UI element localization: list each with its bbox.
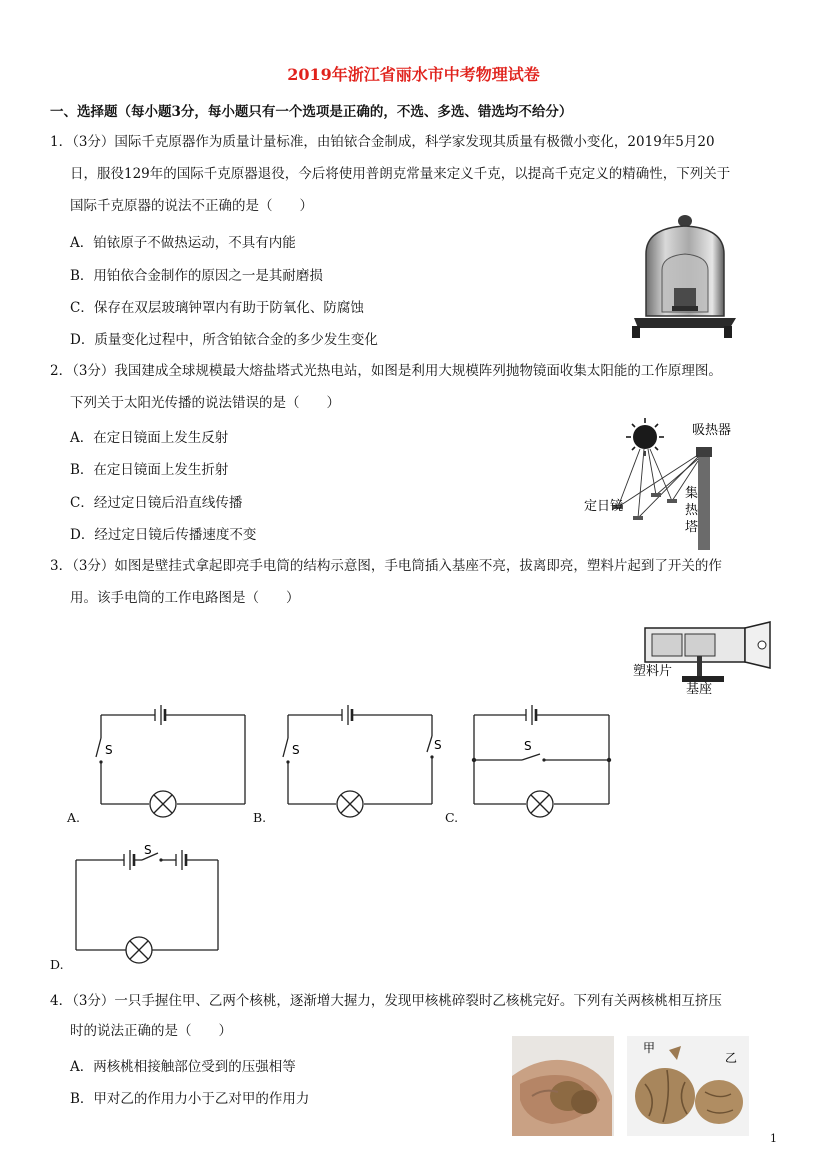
q4-option-b: B．甲对乙的作用力小于乙对甲的作用力 (70, 1091, 310, 1107)
circuit-c-label: C. (445, 810, 459, 825)
walnut-yi-label: 乙 (725, 1051, 738, 1065)
switch-label-right: S (434, 738, 442, 752)
circuit-a-diagram (85, 700, 255, 825)
collector-tower (698, 455, 710, 550)
circuit-d-diagram (60, 842, 235, 967)
q4-line-2: 时的说法正确的是（ ） (70, 1023, 232, 1039)
battery-icon (342, 705, 352, 725)
lamp-icon (337, 791, 363, 817)
section-heading: 一、选择题（每小题3分，每小题只有一个选项是正确的，不选、多选、错选均不给分） (50, 104, 573, 120)
two-walnuts-photo (627, 1036, 749, 1136)
circuit-b-diagram (270, 700, 450, 825)
q2-line-2: 下列关于太阳光传播的说法错误的是（ ） (70, 395, 340, 411)
battery-icon (155, 705, 165, 725)
switch-label: S (524, 739, 532, 753)
tower-label-3: 塔 (685, 520, 699, 535)
q1-option-c: C．保存在双层玻璃钟罩内有助于防氧化、防腐蚀 (70, 300, 364, 316)
plastic-label: 塑料片 (633, 664, 673, 679)
circuit-a-label: A. (67, 810, 81, 825)
circuit-c-diagram (460, 700, 620, 825)
page-title: 2019年浙江省丽水市中考物理试卷 (287, 65, 540, 84)
q1-line-2: 日，服役129年的国际千克原器退役，今后将使用普朗克常量来定义千克，以提高千克定义的精确性，下列关于 (70, 166, 731, 182)
q2-option-a: A．在定日镜面上发生反射 (70, 430, 229, 446)
q1-option-d: D．质量变化过程中，所含铂铱合金的多少发生变化 (70, 332, 378, 348)
q1-option-a: A．铂铱原子不做热运动，不具有内能 (70, 235, 296, 251)
page-number: 1 (770, 1132, 777, 1145)
hand-walnuts-photo (512, 1036, 614, 1136)
walnut-jia-label: 甲 (643, 1041, 656, 1055)
battery-icon-right (176, 850, 186, 870)
lamp-icon (527, 791, 553, 817)
battery-icon (526, 705, 536, 725)
q3-line-2: 用。该手电筒的工作电路图是（ ） (70, 590, 300, 606)
q1-option-b: B．用铂依合金制作的原因之一是其耐磨损 (70, 268, 323, 284)
flashlight-diagram (630, 620, 780, 695)
kilogram-prototype-image (628, 212, 738, 340)
battery-icon-left (124, 850, 134, 870)
circuit-b-label: B. (253, 810, 267, 825)
q2-option-c: C．经过定日镜后沿直线传播 (70, 495, 243, 511)
plastic-strip (697, 656, 702, 678)
q1-line-1: 1．（3分）国际千克原器作为质量计量标准，由铂铱合金制成，科学家发现其质量有极微小变化，2019年5月20 (50, 134, 715, 150)
q4-option-a: A．两核桃相接触部位受到的压强相等 (70, 1059, 296, 1075)
tower-label-1: 集 (685, 486, 699, 501)
q4-line-1: 4．（3分）一只手握住甲、乙两个核桃，逐渐增大握力，发现甲核桃碎裂时乙核桃完好。下列有关两核桃相互挤压 (50, 993, 722, 1009)
mirror-label: 定日镜 (584, 499, 624, 514)
tower-label-2: 热 (685, 503, 699, 518)
solar-tower-diagram (578, 415, 758, 550)
q3-line-1: 3．（3分）如图是壁挂式拿起即亮手电筒的结构示意图，手电筒插入基座不亮，拔离即亮，塑料片起到了开关的作 (50, 558, 722, 574)
q2-option-b: B．在定日镜面上发生折射 (70, 462, 229, 478)
heat-absorber (696, 447, 712, 457)
lamp-icon (150, 791, 176, 817)
switch-label-left: S (292, 743, 300, 757)
lamp-icon (126, 937, 152, 963)
circuit-d-label: D. (50, 957, 64, 972)
base-label: 基座 (686, 682, 713, 695)
switch-label: S (144, 843, 152, 857)
q2-line-1: 2．（3分）我国建成全球规模最大熔盐塔式光热电站，如图是利用大规模阵列抛物镜面收集太阳能的工作原理图。 (50, 363, 722, 379)
absorber-label: 吸热器 (692, 423, 732, 438)
sun-icon (626, 418, 664, 456)
q2-option-d: D．经过定日镜后传播速度不变 (70, 527, 257, 543)
q1-line-3: 国际千克原器的说法不正确的是（ ） (70, 198, 313, 214)
switch-label: S (105, 743, 113, 757)
